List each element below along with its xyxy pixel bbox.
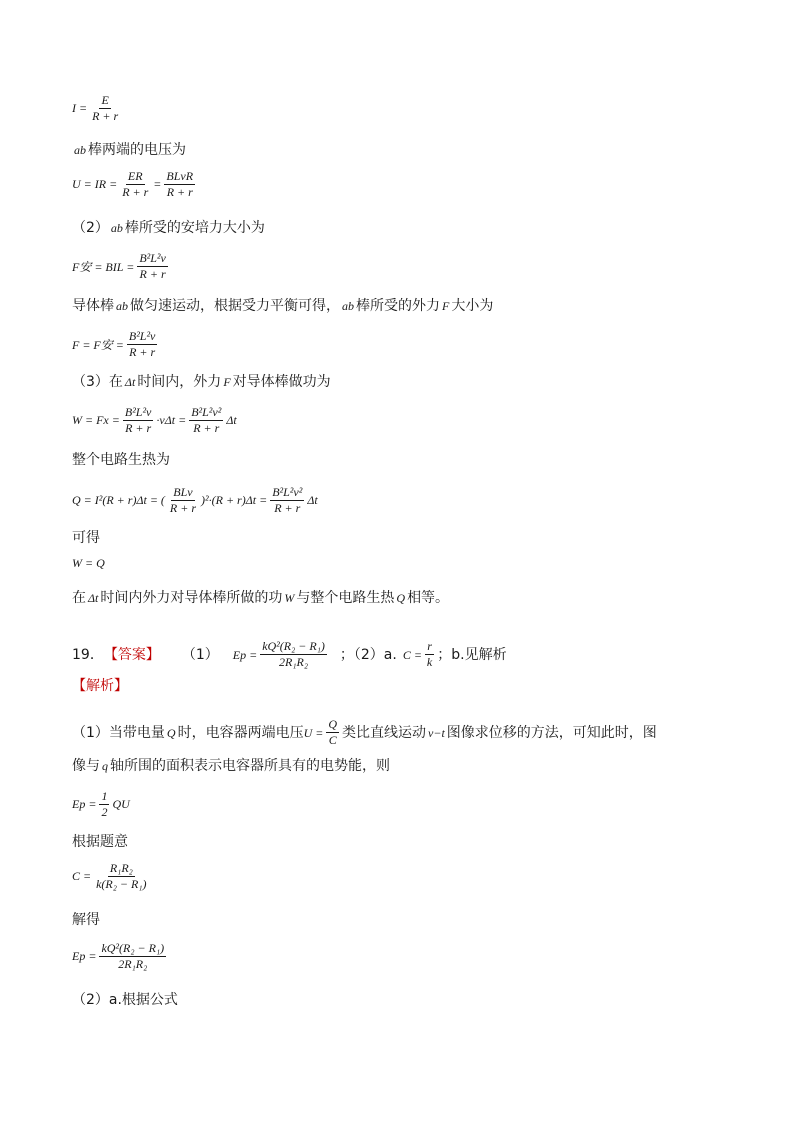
question-number: 19． xyxy=(72,646,104,663)
text: 棒两端的电压为 xyxy=(88,142,186,158)
fraction xyxy=(137,252,168,281)
part3-line xyxy=(72,372,331,392)
part-label: ；（2）a. xyxy=(339,646,397,663)
equation-voltage xyxy=(72,170,198,199)
text: 与整个电路生热 xyxy=(296,590,395,606)
fraction xyxy=(168,486,198,515)
text: 可得 xyxy=(72,530,100,546)
symbol-F: F xyxy=(442,299,450,313)
text: 类比直线运动 xyxy=(342,724,427,741)
voltage-label-line xyxy=(72,140,186,160)
text: 根据题意 xyxy=(72,834,128,850)
numerator: B²L²v xyxy=(124,405,152,419)
fraction xyxy=(164,170,195,199)
symbol-Q: Q xyxy=(166,725,176,740)
denominator: R + r xyxy=(193,421,220,435)
equation-ep-half xyxy=(72,790,130,819)
equals: = xyxy=(153,177,162,191)
text: 时间内外力对导体棒所做的功 xyxy=(100,590,283,606)
denominator: R + r xyxy=(169,501,197,515)
uniform-motion-line xyxy=(72,296,493,316)
part-label: （3）在 xyxy=(72,374,123,390)
equation-ampere-force xyxy=(72,252,171,281)
denominator: R + r xyxy=(139,267,166,281)
equation-w-equals-q xyxy=(72,556,105,571)
symbol-ab: ab xyxy=(342,299,354,313)
denominator: R + r xyxy=(122,185,149,199)
symbol-ab: ab xyxy=(116,299,128,313)
q19-answer-line xyxy=(72,640,507,669)
part-label: （1） xyxy=(181,646,219,663)
numerator: R₁R₂ xyxy=(109,861,133,875)
fraction xyxy=(127,330,158,359)
eq-lhs: Ep = xyxy=(72,797,97,811)
analysis-line-1 xyxy=(72,718,657,747)
numerator: BLv xyxy=(173,485,193,499)
equation-heat xyxy=(72,486,318,515)
fraction xyxy=(120,170,150,199)
numerator: B²L²v² xyxy=(191,405,222,419)
eq-lhs: I = xyxy=(72,101,88,115)
fraction xyxy=(90,94,120,123)
fraction xyxy=(260,640,327,669)
eq-lhs: U = IR = xyxy=(72,177,118,191)
fraction xyxy=(99,790,109,819)
denominator: 2 xyxy=(101,805,108,819)
conclusion-line xyxy=(72,588,449,608)
text: 轴所围的面积表示电容器所具有的电势能，则 xyxy=(110,758,390,774)
denominator: R + r xyxy=(125,421,152,435)
eq-mid: )²·(R + r)Δt = xyxy=(201,493,268,507)
analysis-label: 【解析】 xyxy=(72,678,128,694)
numerator: B²L²v xyxy=(128,329,156,343)
denominator: k xyxy=(426,655,433,669)
part-label: （2） xyxy=(72,220,109,236)
text: 棒所受的外力 xyxy=(356,298,440,314)
text: 整个电路生热为 xyxy=(72,452,170,468)
text: 相等。 xyxy=(407,590,450,606)
eq-lhs: Ep = xyxy=(72,949,97,963)
text: 做匀速运动，根据受力平衡可得， xyxy=(130,298,340,314)
symbol-delta-t: Δt xyxy=(88,591,99,605)
denominator: R + r xyxy=(129,345,156,359)
text: 大小为 xyxy=(451,298,494,314)
text: 棒所受的安培力大小为 xyxy=(124,220,265,236)
text: 时，电容器两端电压 xyxy=(177,724,304,741)
obtain-line xyxy=(72,528,100,548)
text: （1）当带电量 xyxy=(72,724,165,741)
symbol-W: W xyxy=(284,591,295,605)
numerator: BLvR xyxy=(166,169,194,183)
text: 图像求位移的方法，可知此时，图 xyxy=(446,724,657,741)
eq-lhs: Q = I²(R + r)Δt = ( xyxy=(72,493,165,507)
eq-text: W = Q xyxy=(72,556,105,570)
text: ；b.见解析 xyxy=(437,646,507,663)
eq-tail: QU xyxy=(112,797,130,811)
equation-capacitance xyxy=(72,862,152,891)
eq-mid: ·vΔt = xyxy=(156,413,187,427)
fraction xyxy=(94,862,148,891)
denominator: R + r xyxy=(92,109,119,123)
denominator: 2R₁R₂ xyxy=(118,957,148,971)
fraction xyxy=(99,942,166,971)
denominator: k(R₂ − R₁) xyxy=(96,877,147,891)
symbol-q: q xyxy=(102,759,108,773)
fraction xyxy=(189,406,223,435)
symbol-Q: Q xyxy=(396,591,406,605)
numerator: Q xyxy=(328,717,338,731)
text: 在 xyxy=(72,590,86,606)
answer1-equation xyxy=(233,640,330,669)
denominator: R + r xyxy=(166,185,193,199)
heat-label-line xyxy=(72,450,170,470)
voltage-equation xyxy=(304,718,342,747)
eq-lhs: F = F安 = xyxy=(72,338,124,352)
eq-lhs: C = xyxy=(72,869,92,883)
answer2-equation xyxy=(403,640,437,669)
numerator: 1 xyxy=(101,789,108,803)
symbol-delta-t: Δt xyxy=(124,375,136,389)
numerator: kQ²(R₂ − R₁) xyxy=(262,639,325,653)
part2-line xyxy=(72,218,265,238)
analysis-line-2 xyxy=(72,756,390,776)
fraction xyxy=(270,486,304,515)
eq-tail: Δt xyxy=(307,493,318,507)
eq-lhs: U = xyxy=(303,725,324,740)
numerator: ER xyxy=(127,169,143,183)
text: 时间内，外力 xyxy=(137,374,222,390)
numerator: B²L²v² xyxy=(272,485,303,499)
fraction xyxy=(425,640,434,669)
equation-ep-final xyxy=(72,942,169,971)
eq-lhs: Ep = xyxy=(232,647,258,662)
symbol-ab: ab xyxy=(110,221,123,235)
eq-tail: Δt xyxy=(226,413,237,427)
denominator: R + r xyxy=(274,501,301,515)
numerator: kQ²(R₂ − R₁) xyxy=(101,941,165,955)
eq-lhs: F安 = BIL = xyxy=(72,260,135,274)
equation-external-force xyxy=(72,330,160,359)
eq-lhs: C = xyxy=(402,647,422,662)
numerator: E xyxy=(101,93,109,107)
part2a-line xyxy=(72,990,178,1010)
denominator: C xyxy=(328,733,337,747)
symbol-F: F xyxy=(223,375,231,389)
symbol-v-t: v−t xyxy=(428,725,445,740)
numerator: r xyxy=(427,639,432,653)
fraction xyxy=(326,718,339,747)
equation-current xyxy=(72,94,123,123)
text: （2）a.根据公式 xyxy=(72,992,178,1008)
numerator: B²L²v xyxy=(139,251,166,265)
denominator: 2R₁R₂ xyxy=(279,655,309,669)
text: 对导体棒做功为 xyxy=(232,374,331,390)
eq-lhs: W = Fx = xyxy=(72,413,120,427)
text: 像与 xyxy=(72,758,100,774)
answer-tag: 【答案】 xyxy=(103,646,160,663)
by-question-line xyxy=(72,832,128,852)
analysis-tag xyxy=(72,676,128,696)
symbol-ab: ab xyxy=(74,143,86,157)
text: 导体棒 xyxy=(72,298,114,314)
equation-work xyxy=(72,406,237,435)
fraction xyxy=(123,406,154,435)
text: 解得 xyxy=(72,912,100,928)
solve-line xyxy=(72,910,100,930)
